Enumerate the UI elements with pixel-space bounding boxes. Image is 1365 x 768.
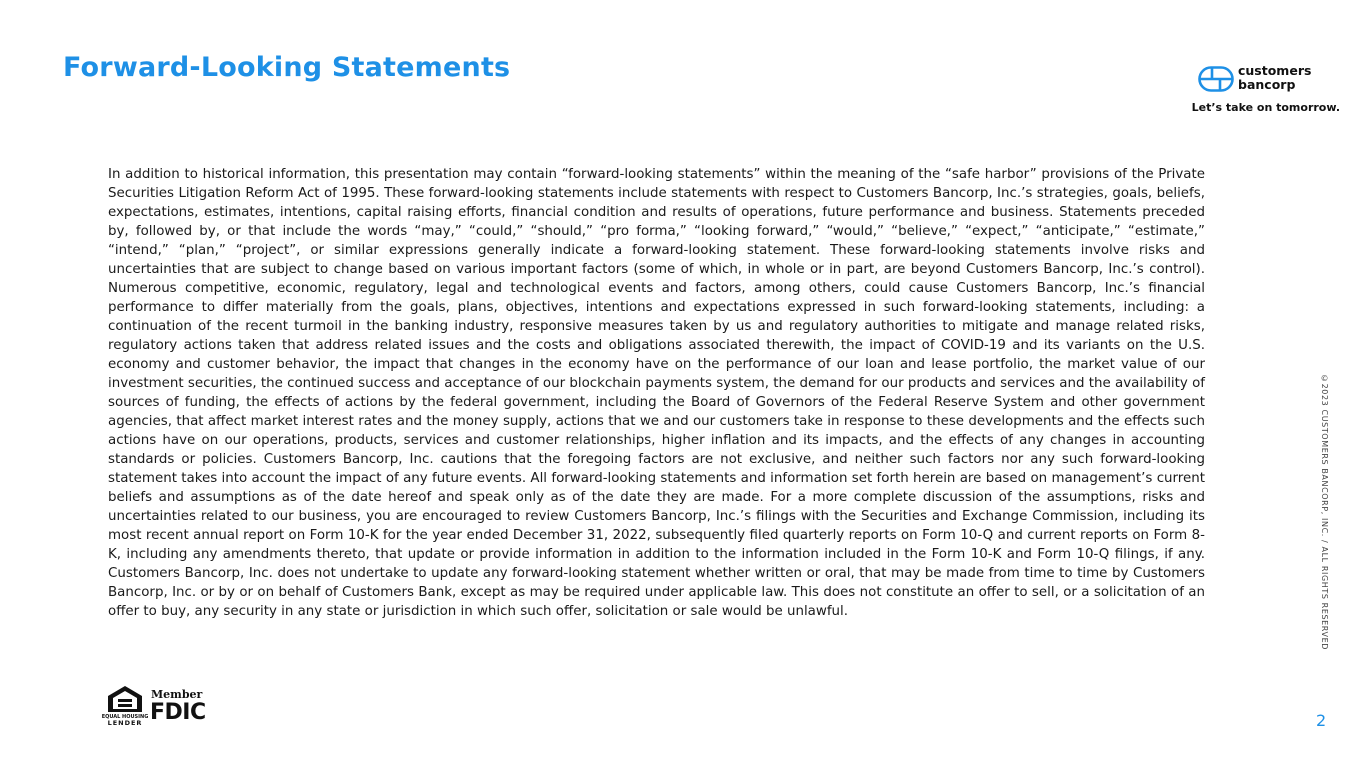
lender-text: LENDER xyxy=(107,719,143,727)
logo-tagline: Let’s take on tomorrow. xyxy=(1191,101,1340,114)
fdic-member-text: Member xyxy=(151,688,203,701)
equal-housing-lender-icon xyxy=(101,685,149,727)
disclaimer-paragraph: In addition to historical information, this presentation may contain “forward-looking statements” within the meaning of the “safe harbor” provisions of the Private Securities Litigation Reform Act of 1995. These forward-looking statements include statements with respect to Customers Bancorp, Inc.’s strategies, goals, beliefs, expectations, estimates, intentions, capital raising efforts, financial condition and results of operations, future performance and business. Statements preceded by, followed by, or that include the words “may,” “could,” “should,” “pro forma,” “looking forward,” “would,” “believe,” “expect,” “anticipate,” “estimate,” “intend,” “plan,” “project”, or similar expressions generally indicate a forward-looking statement. These forward-looking statements involve risks and uncertainties that are subject to change based on various important factors (some of which, in whole or in part, are beyond Customers Bancorp, Inc.’s control). Numerous competitive, economic, regulatory, legal and technological events and factors, among others, could cause Customers Bancorp, Inc.’s financial performance to differ materially from the goals, plans, objectives, intentions and expectations expressed in such forward-looking statements, including: a continuation of the recent turmoil in the banking industry, responsive measures taken by us and regulatory authorities to mitigate and manage related risks, regulatory actions taken that address related issues and the costs and obligations associated therewith, the impact of COVID-19 and its variants on the U.S. economy and customer behavior, the impact that changes in the economy have on the performance of our loan and lease portfolio, the market value of our investment securities, the continued success and acceptance of our blockchain payments system, the demand for our products and services and the availability of sources of funding, the effects of actions by the federal government, including the Board of Governors of the Federal Reserve System and other government agencies, that affect market interest rates and the money supply, actions that we and our customers take in response to these developments and the effects such actions have on our operations, products, services and customer relationships, higher inflation and its impacts, and the effects of any changes in accounting standards or policies. Customers Bancorp, Inc. cautions that the foregoing factors are not exclusive, and neither such factors nor any such forward-looking statement takes into account the impact of any future events. All forward-looking statements and information set forth herein are based on management’s current beliefs and assumptions as of the date hereof and speak only as of the date they are made. For a more complete discussion of the assumptions, risks and uncertainties related to our business, you are encouraged to review Customers Bancorp, Inc.’s filings with the Securities and Exchange Commission, including its most recent annual report on Form 10-K for the year ended December 31, 2022, subsequently filed quarterly reports on Form 10-Q and current reports on Form 8-K, including any amendments thereto, that update or provide information in addition to the information included in the Form 10-K and Form 10-Q filings, if any. Customers Bancorp, Inc. does not undertake to update any forward-looking statement whether written or oral, that may be made from time to time by Customers Bancorp, Inc. or by or on behalf of Customers Bank, except as may be required under applicable law. This does not constitute an offer to sell, or a solicitation of an offer to buy, any security in any state or jurisdiction in which such offer, solicitation or sale would be unlawful. xyxy=(108,167,1205,619)
fdic-member-logo xyxy=(150,689,206,725)
logo-line1: customers xyxy=(1238,63,1312,78)
page-title: Forward-Looking Statements xyxy=(63,52,511,83)
customers-bancorp-logo-icon xyxy=(1198,66,1234,92)
page-number: 2 xyxy=(1316,711,1327,730)
fdic-logo-text: FDIC xyxy=(150,700,206,725)
logo-wordmark xyxy=(1238,64,1311,92)
copyright-notice: ©2023 CUSTOMERS BANCORP, INC. / ALL RIGHTS RESERVED xyxy=(1320,374,1329,651)
logo-line2: bancorp xyxy=(1238,77,1296,92)
company-logo xyxy=(1191,63,1348,120)
equal-housing-text: EQUAL HOUSING xyxy=(101,714,149,720)
